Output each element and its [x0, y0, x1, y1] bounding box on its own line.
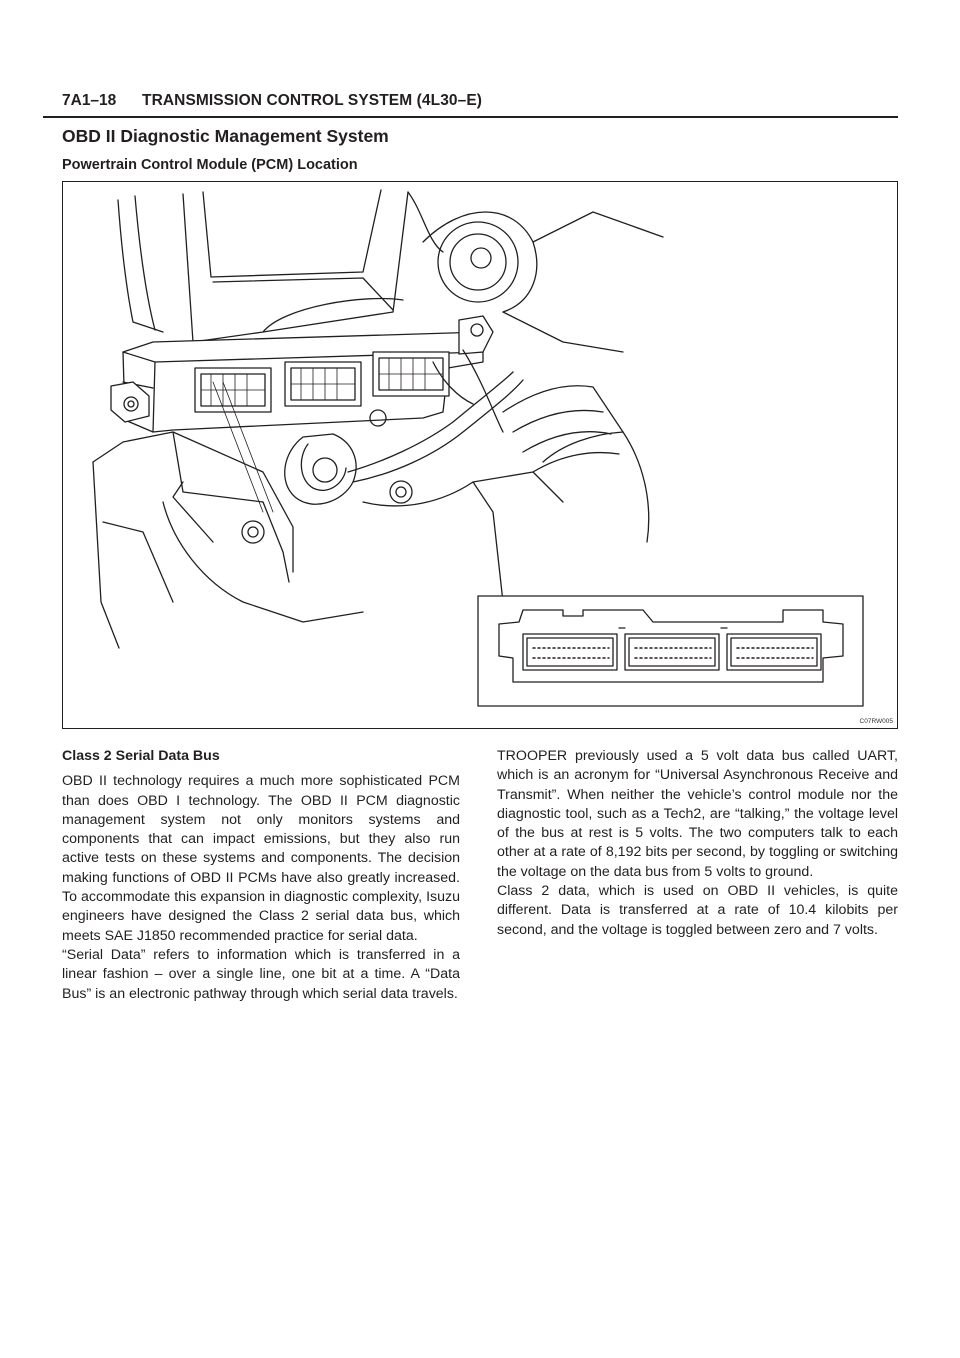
right-paragraph-1: TROOPER previously used a 5 volt data bus called UART, which is an acronym for “Universal Asynchronous Receive and Transmit”. When neither the vehicle’s control module nor the diagnostic tool, such as a Tech2, are “talking,” the voltage level of the bus at rest is 5 volts. The two computers talk to each other at a rate of 8,192 bits per second, by toggling or switching the voltage on the data bus from 5 volts to ground.: [497, 748, 898, 880]
pcm-illustration: [63, 182, 897, 728]
pcm-location-figure: [62, 181, 898, 729]
left-column: [62, 747, 460, 1004]
subheading-class2-bus: Class 2 Serial Data Bus: [62, 748, 220, 764]
page-number: 7A1–18: [62, 92, 117, 109]
right-paragraph-2: Class 2 data, which is used on OBD II vehicles, is quite different. Data is transferred at a rate of 10.4 kilobits per second, and the voltage is toggled between zero and 7 volts.: [497, 883, 898, 938]
header-divider: [43, 116, 898, 118]
section-title: OBD II Diagnostic Management System: [62, 126, 389, 146]
figure-title: Powertrain Control Module (PCM) Location: [62, 157, 358, 173]
chapter-title: TRANSMISSION CONTROL SYSTEM (4L30–E): [142, 92, 483, 109]
left-paragraph-1: OBD II technology requires a much more sophisticated PCM than does OBD I technology. The OBD II PCM diagnostic management system not only monitors systems and components that can impact emissions, but they also run active tests on these systems and components. The decision making functions of OBD II PCMs have also greatly increased. To accommodate this expansion in diagnostic complexity, Isuzu engineers have designed the Class 2 serial data bus, which meets SAE J1850 recommended practice for serial data.: [62, 773, 460, 944]
figure-code: C07RW005: [859, 718, 893, 725]
left-paragraph-2: “Serial Data” refers to information which is transferred in a linear fashion – over a single line, one bit at a time. A “Data Bus” is an electronic pathway through which serial data travels.: [62, 946, 460, 1002]
right-column: [497, 747, 898, 940]
page-header: [62, 92, 898, 116]
